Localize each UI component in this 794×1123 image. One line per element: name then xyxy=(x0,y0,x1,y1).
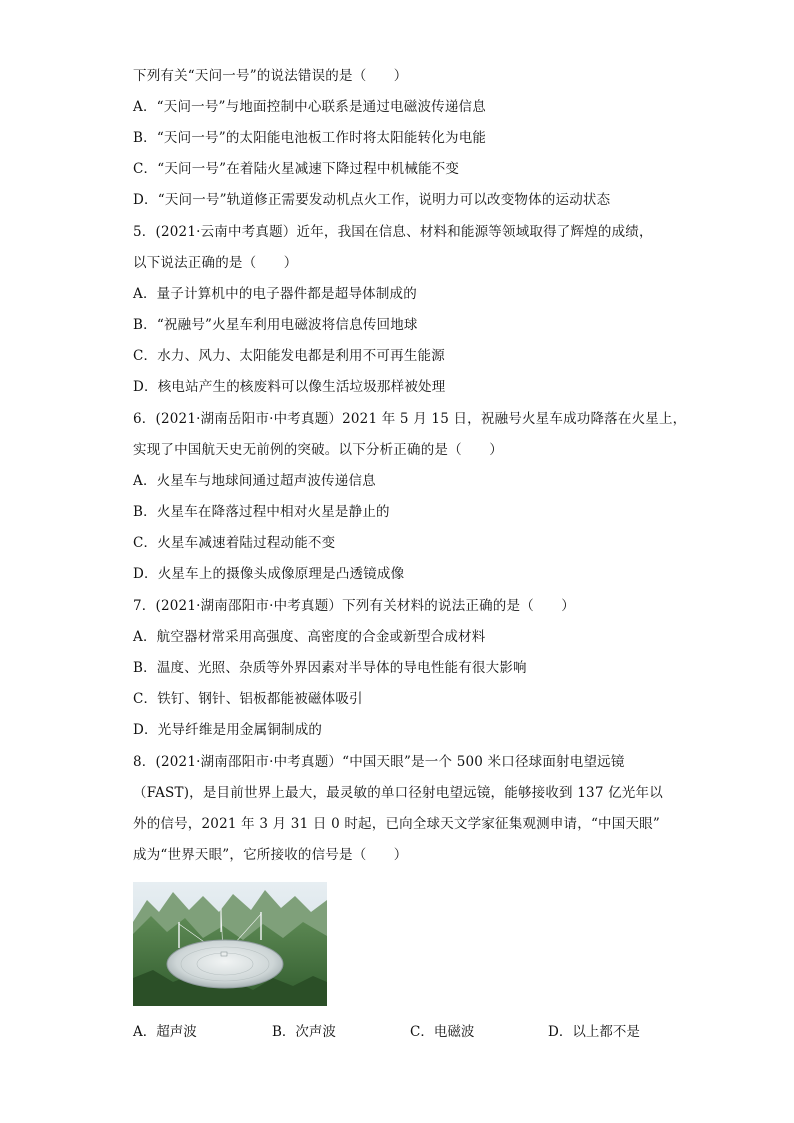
q4-option-a: A．“天问一号”与地面控制中心联系是通过电磁波传递信息 xyxy=(133,99,486,115)
q7-option-c: C．铁钉、钢针、铝板都能被磁体吸引 xyxy=(133,691,363,707)
q5-stem-line1: 5．(2021·云南中考真题）近年，我国在信息、材料和能源等领域取得了辉煌的成绩， xyxy=(133,224,653,240)
q4-option-c: C．“天问一号”在着陆火星减速下降过程中机械能不变 xyxy=(133,161,460,177)
q8-stem-line3: 外的信号，2021 年 3 月 31 日 0 时起，已向全球天文学家征集观测申请，“中国天眼” xyxy=(133,816,660,832)
q5-stem-line2: 以下说法正确的是（ ） xyxy=(133,255,298,271)
q8-stem-line4: 成为“世界天眼”，它所接收的信号是（ ） xyxy=(133,847,408,863)
q8-option-d: D．以上都不是 xyxy=(548,1024,640,1040)
q4-option-b: B．“天问一号”的太阳能电池板工作时将太阳能转化为电能 xyxy=(133,130,487,146)
q5-option-d: D．核电站产生的核废料可以像生活垃圾那样被处理 xyxy=(133,379,446,395)
q5-option-c: C．水力、风力、太阳能发电都是利用不可再生能源 xyxy=(133,348,445,364)
q6-option-d: D．火星车上的摄像头成像原理是凸透镜成像 xyxy=(133,566,405,582)
q7-option-d: D．光导纤维是用金属铜制成的 xyxy=(133,722,323,738)
q8-option-b: B．次声波 xyxy=(272,1024,336,1040)
fast-telescope-illustration xyxy=(133,882,327,1006)
q4-option-d: D．“天问一号”轨道修正需要发动机点火工作，说明力可以改变物体的运动状态 xyxy=(133,192,611,208)
q7-option-b: B．温度、光照、杂质等外界因素对半导体的导电性能有很大影响 xyxy=(133,660,527,676)
q8-stem-line1: 8．(2021·湖南邵阳市·中考真题）“中国天眼”是一个 500 米口径球面射电望远镜 xyxy=(133,754,625,770)
fast-telescope-photo xyxy=(133,882,327,1006)
q8-option-a: A．超声波 xyxy=(133,1024,197,1040)
q6-stem-line1: 6．(2021·湖南岳阳市·中考真题）2021 年 5 月 15 日，祝融号火星车成功降落在火星上， xyxy=(133,411,687,427)
q5-option-b: B．“祝融号”火星车利用电磁波将信息传回地球 xyxy=(133,317,418,333)
q6-stem-line2: 实现了中国航天史无前例的突破。以下分析正确的是（ ） xyxy=(133,442,503,458)
q6-option-c: C．火星车减速着陆过程动能不变 xyxy=(133,535,336,551)
q8-option-c: C．电磁波 xyxy=(410,1024,475,1040)
q6-option-b: B．火星车在降落过程中相对火星是静止的 xyxy=(133,504,390,520)
feed-cabin xyxy=(221,952,227,956)
q7-option-a: A．航空器材常采用高强度、高密度的合金或新型合成材料 xyxy=(133,629,486,645)
q5-option-a: A．量子计算机中的电子器件都是超导体制成的 xyxy=(133,286,417,302)
q8-stem-line2: （FAST)，是目前世界上最大，最灵敏的单口径射电望远镜，能够接收到 137 亿光年以 xyxy=(133,785,663,801)
q4-stem: 下列有关“天问一号”的说法错误的是（ ） xyxy=(133,68,408,84)
q8-options-row xyxy=(0,1022,794,1044)
q6-option-a: A．火星车与地球间通过超声波传递信息 xyxy=(133,473,376,489)
q7-stem: 7．(2021·湖南邵阳市·中考真题）下列有关材料的说法正确的是（ ） xyxy=(133,598,575,614)
